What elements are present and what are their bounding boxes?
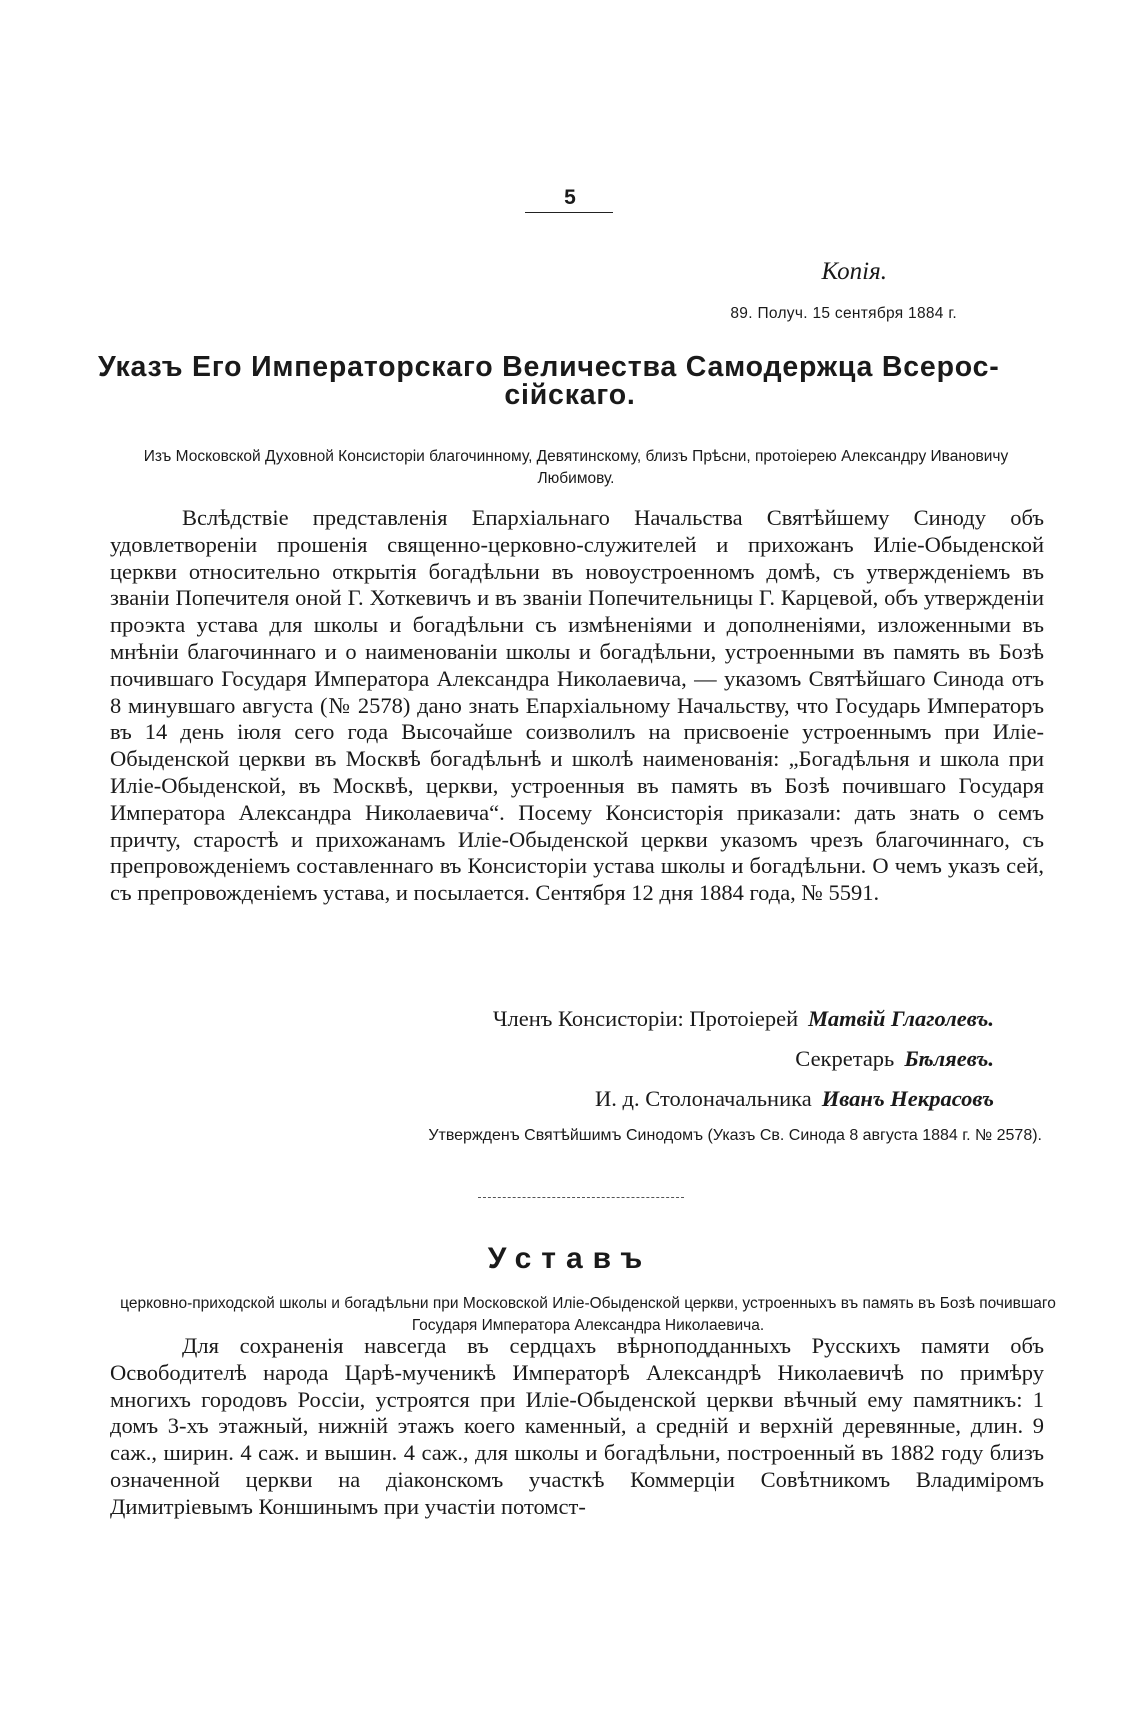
- page-number: 5: [564, 186, 576, 209]
- signature-role: Секретарь: [795, 1046, 895, 1071]
- ustav-title: Уставъ: [487, 1242, 653, 1275]
- received-date: 89. Получ. 15 сентября 1884 г.: [730, 305, 957, 322]
- decree-addressee: Изъ Московской Духовной Консисторіи благочинному, Девятинскому, близъ Прѣсни, протоіерею Александру Ивановичу Любимову.: [143, 448, 1009, 487]
- ustav-subtitle: церковно-приходской школы и богадѣльни при Московской Иліе-Обыденской церкви, устроенныхъ въ память въ Бозѣ почившаго Государя Императора Александра Николаевича.: [120, 1295, 1056, 1334]
- signature-role: Членъ Консисторіи: Протоіерей: [492, 1006, 799, 1031]
- decree-title-line-1: Указъ Его Императорскаго Величества Самодержца Всерос-: [98, 351, 1000, 383]
- approval-note: Утвержденъ Святѣйшимъ Синодомъ (Указъ Св. Синода 8 августа 1884 г. № 2578).: [428, 1127, 1042, 1144]
- decree-body: [110, 505, 1044, 907]
- signature-name: Бѣляевъ.: [904, 1046, 994, 1071]
- decree-title-line-2: сійскаго.: [504, 379, 636, 411]
- signature-role: И. д. Столоначальника: [595, 1086, 812, 1111]
- signature-secretary: [795, 1046, 994, 1072]
- copy-label: Копія.: [821, 258, 887, 285]
- decree-title: [98, 353, 1042, 409]
- page-number-rule: [525, 212, 613, 213]
- signature-name: Матвій Глаголевъ.: [808, 1006, 994, 1031]
- ustav-body: [110, 1333, 1044, 1521]
- section-divider: [478, 1197, 684, 1198]
- ustav-body-paragraph: Для сохраненія навсегда въ сердцахъ вѣрноподданныхъ Русскихъ памяти объ Освободителѣ народа Царѣ-мученикѣ Императорѣ Александрѣ Николаевичѣ по примѣру многихъ городовъ Россіи, устроятся при Иліе-Обыденской церкви вѣчный ему памятникъ: 1 домъ 3-хъ этажный, нижній этажъ коего каменный, а средній и верхній деревянные, длин. 9 саж., ширин. 4 саж. и вышин. 4 саж., для школы и богадѣльни, построенный въ 1882 году близъ означенной церкви на діаконскомъ участкѣ Коммерціи Совѣтникомъ Владиміромъ Димитріевымъ Коншинымъ при участіи потомст-: [110, 1333, 1044, 1519]
- decree-body-paragraph: Вслѣдствіе представленія Епархіальнаго Начальства Святѣйшему Синоду объ удовлетвореніи прошенія священно-церковно-служителей и прихожанъ Иліе-Обыденской церкви относительно открытія богадѣльни въ новоустроенномъ домѣ, съ утвержденіемъ въ званіи Попечителя оной Г. Хоткевичъ и въ званіи Попечительницы Г. Карцевой, объ утвержденіи проэкта устава для школы и богадѣльни съ измѣненіями и дополненіями, изложенными въ мнѣніи благочиннаго и о наименованіи школы и богадѣльни, устроенными въ память въ Бозѣ почившаго Государя Императора Александра Николаевича, — указомъ Святѣйшаго Синода отъ 8 минувшаго августа (№ 2578) дано знать Епархіальному Начальству, что Государь Императоръ въ 14 день іюля сего года Высочайше соизволилъ на присвоеніе устроеннымъ при Иліе-Обыденской церкви въ Москвѣ богадѣльнѣ и школѣ наименованія: „Богадѣльня и школа при Иліе-Обыденской, въ Москвѣ, церкви, устроенныя въ память въ Бозѣ почившаго Государя Императора Александра Николаевича“. Посему Консисторія приказали: дать знать о семъ причту, старостѣ и прихожанамъ Иліе-Обыденской церкви указомъ чрезъ благочиннаго, съ препровожденіемъ составленнаго въ Консисторіи устава школы и богадѣльни. О чемъ указъ сей, съ препровожденіемъ устава, и посылается. Сентября 12 дня 1884 года, № 5591.: [110, 505, 1044, 906]
- signature-name: Иванъ Некрасовъ: [821, 1086, 994, 1111]
- signature-consistory-member: [493, 1006, 994, 1032]
- signature-desk-head: [595, 1086, 994, 1112]
